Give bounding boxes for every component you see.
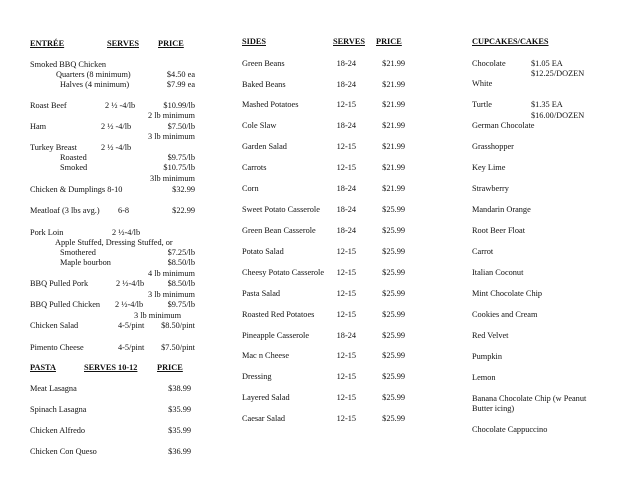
side-serves: 12-15 xyxy=(336,142,356,151)
side-item: Dressing xyxy=(242,372,272,381)
entree-price: $8.50/lb xyxy=(167,258,195,267)
entree-price: $9.75/lb xyxy=(167,300,195,309)
entree-price: $7.50/pint xyxy=(161,343,195,352)
entree-price: $4.50 ea xyxy=(166,70,195,79)
cupcake-item: Chocolate xyxy=(472,59,506,68)
side-serves: 12-15 xyxy=(336,351,356,360)
cupcake-item: Strawberry xyxy=(472,184,509,193)
side-serves: 12-15 xyxy=(336,100,356,109)
cupcake-item: Grasshopper xyxy=(472,142,514,151)
cupcake-item: Lemon xyxy=(472,373,496,382)
side-item: Cole Slaw xyxy=(242,121,277,130)
side-serves: 18-24 xyxy=(336,205,356,214)
entree-price: $7.25/lb xyxy=(167,248,195,257)
side-serves: 18-24 xyxy=(336,80,356,89)
side-serves: 12-15 xyxy=(336,310,356,319)
side-price: $25.99 xyxy=(382,393,405,402)
entree-serves: 2 ½-4/lb xyxy=(116,279,145,288)
cupcake-item: Red Velvet xyxy=(472,331,509,340)
side-serves: 12-15 xyxy=(336,163,356,172)
side-item: Layered Salad xyxy=(242,393,290,402)
entree-item: Ham xyxy=(30,122,47,131)
entree-serves: 6-8 xyxy=(118,206,130,215)
side-price: $25.99 xyxy=(382,372,405,381)
cupcake-price: $1.05 EA xyxy=(531,59,563,68)
entree-item: Pork Loin xyxy=(30,228,64,237)
pasta-price-heading: PRICE xyxy=(157,363,183,372)
pasta-price: $35.99 xyxy=(168,426,191,435)
pasta-serves-heading: SERVES 10-12 xyxy=(84,363,138,372)
side-serves: 12-15 xyxy=(336,247,356,256)
entree-price: $10.75/lb xyxy=(163,163,195,172)
entree-serves-heading: SERVES xyxy=(107,39,139,48)
side-item: Potato Salad xyxy=(242,247,284,256)
entree-serves: 4-5/pint xyxy=(118,343,145,352)
side-item: Cheesy Potato Casserole xyxy=(242,268,325,277)
entree-serves: 2 ½-4/lb xyxy=(115,300,144,309)
cupcake-item: Mandarin Orange xyxy=(472,205,531,214)
cupcake-item: Turtle xyxy=(472,100,492,109)
sides-heading: SIDES xyxy=(242,37,266,46)
entree-item: Chicken & Dumplings 8-10 xyxy=(30,185,123,194)
side-price: $25.99 xyxy=(382,247,405,256)
side-item: Green Bean Casserole xyxy=(242,226,316,235)
cupcake-item: Butter icing) xyxy=(472,404,515,413)
entree-minimum: 3lb minimum xyxy=(150,174,195,183)
cupcake-item: Pumpkin xyxy=(472,352,502,361)
side-price: $21.99 xyxy=(382,80,405,89)
cupcake-item: White xyxy=(472,79,493,88)
entree-price: $32.99 xyxy=(172,185,195,194)
side-serves: 18-24 xyxy=(336,59,356,68)
entree-price: $7.99 ea xyxy=(166,80,195,89)
side-price: $25.99 xyxy=(382,226,405,235)
pasta-price: $38.99 xyxy=(168,384,191,393)
entree-subitem: Quarters (8 minimum) xyxy=(56,70,131,79)
cupcakes-heading: CUPCAKES/CAKES xyxy=(472,37,549,46)
side-price: $21.99 xyxy=(382,163,405,172)
entree-item: BBQ Pulled Pork xyxy=(30,279,89,288)
entree-item: Pimento Cheese xyxy=(30,343,84,352)
entree-price: $8.50/lb xyxy=(167,279,195,288)
side-serves: 18-24 xyxy=(336,226,356,235)
side-serves: 18-24 xyxy=(336,121,356,130)
side-price: $21.99 xyxy=(382,121,405,130)
side-item: Pineapple Casserole xyxy=(242,331,310,340)
cupcake-item: German Chocolate xyxy=(472,121,535,130)
side-serves: 12-15 xyxy=(336,372,356,381)
cupcake-item: Chocolate Cappuccino xyxy=(472,425,548,434)
side-item: Carrots xyxy=(242,163,267,172)
entree-minimum: 3 lb minimum xyxy=(134,311,182,320)
entree-serves: 2 ½-4/lb xyxy=(112,228,141,237)
cupcake-item: Carrot xyxy=(472,247,494,256)
side-serves: 12-15 xyxy=(336,268,356,277)
entree-minimum: 2 lb minimum xyxy=(147,111,195,120)
side-serves: 12-15 xyxy=(336,414,356,423)
entree-subitem: Smoked xyxy=(60,163,88,172)
side-price: $21.99 xyxy=(382,59,405,68)
side-price: $21.99 xyxy=(382,100,405,109)
entree-subitem: Roasted xyxy=(60,153,87,162)
pasta-price: $36.99 xyxy=(168,447,191,456)
side-item: Sweet Potato Casserole xyxy=(242,205,320,214)
entree-price: $10.99/lb xyxy=(163,101,195,110)
cupcake-price: $12.25/DOZEN xyxy=(531,69,585,78)
pasta-item: Meat Lasagna xyxy=(30,384,77,393)
side-price: $21.99 xyxy=(382,142,405,151)
pasta-item: Chicken Con Queso xyxy=(30,447,97,456)
side-item: Caesar Salad xyxy=(242,414,286,423)
side-item: Pasta Salad xyxy=(242,289,281,298)
entree-price: $7.50/lb xyxy=(167,122,195,131)
side-price: $21.99 xyxy=(382,184,405,193)
side-serves: 18-24 xyxy=(336,184,356,193)
cupcake-item: Italian Coconut xyxy=(472,268,524,277)
side-item: Garden Salad xyxy=(242,142,287,151)
cupcake-item: Cookies and Cream xyxy=(472,310,538,319)
entree-price: $9.75/lb xyxy=(167,153,195,162)
pasta-item: Chicken Alfredo xyxy=(30,426,86,435)
entree-serves: 2 ½ -4/lb xyxy=(101,143,132,152)
side-item: Baked Beans xyxy=(242,80,286,89)
side-serves: 12-15 xyxy=(336,289,356,298)
sides-serves-heading: SERVES xyxy=(333,37,365,46)
side-item: Green Beans xyxy=(242,59,285,68)
cupcake-item: Key Lime xyxy=(472,163,506,172)
entree-price-heading: PRICE xyxy=(158,39,184,48)
side-price: $25.99 xyxy=(382,310,405,319)
side-serves: 18-24 xyxy=(336,331,356,340)
cupcake-item: Banana Chocolate Chip (w Peanut xyxy=(472,394,587,403)
side-item: Mashed Potatoes xyxy=(242,100,299,109)
entree-description: Apple Stuffed, Dressing Stuffed, or xyxy=(55,238,173,247)
cupcake-item: Root Beer Float xyxy=(472,226,526,235)
entree-minimum: 3 lb minimum xyxy=(147,132,195,141)
side-price: $25.99 xyxy=(382,268,405,277)
entree-item: Meatloaf (3 lbs avg.) xyxy=(30,206,100,215)
entree-price: $8.50/pint xyxy=(161,321,195,330)
cupcake-price: $1.35 EA xyxy=(531,100,563,109)
entree-serves: 2 ½ -4/lb xyxy=(105,101,136,110)
side-item: Corn xyxy=(242,184,259,193)
side-price: $25.99 xyxy=(382,414,405,423)
side-price: $25.99 xyxy=(382,331,405,340)
entree-serves: 4-5/pint xyxy=(118,321,145,330)
entree-item: Turkey Breast xyxy=(30,143,77,152)
cupcake-item: Mint Chocolate Chip xyxy=(472,289,543,298)
side-item: Roasted Red Potatoes xyxy=(242,310,315,319)
side-price: $25.99 xyxy=(382,205,405,214)
cupcake-price: $16.00/DOZEN xyxy=(531,111,585,120)
entree-minimum: 3 lb minimum xyxy=(147,290,195,299)
entree-minimum: 4 lb minimum xyxy=(147,269,195,278)
entree-subitem: Maple bourbon xyxy=(60,258,111,267)
entree-heading: ENTRÉE xyxy=(30,39,65,48)
entree-price: $22.99 xyxy=(172,206,195,215)
side-serves: 12-15 xyxy=(336,393,356,402)
pasta-price: $35.99 xyxy=(168,405,191,414)
side-price: $25.99 xyxy=(382,289,405,298)
side-item: Mac n Cheese xyxy=(242,351,289,360)
side-price: $25.99 xyxy=(382,351,405,360)
entree-serves: 2 ½ -4/lb xyxy=(101,122,132,131)
entree-item: Roast Beef xyxy=(30,101,67,110)
pasta-item: Spinach Lasagna xyxy=(30,405,87,414)
entree-item: Smoked BBQ Chicken xyxy=(30,60,107,69)
entree-item: Chicken Salad xyxy=(30,321,79,330)
sides-price-heading: PRICE xyxy=(376,37,402,46)
entree-item: BBQ Pulled Chicken xyxy=(30,300,101,309)
entree-subitem: Smothered xyxy=(60,248,96,257)
entree-subitem: Halves (4 minimum) xyxy=(60,80,130,89)
pasta-heading: PASTA xyxy=(30,363,56,372)
